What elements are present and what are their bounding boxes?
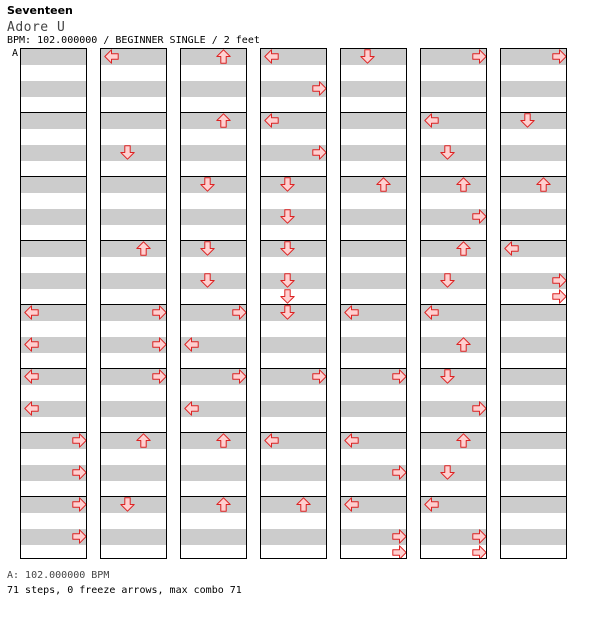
- measure-line: [501, 176, 566, 177]
- chart-column-4: [260, 48, 327, 559]
- measure-line: [421, 176, 486, 177]
- left-arrow-icon: [24, 401, 39, 416]
- beat-band: [501, 433, 566, 449]
- bpm-legend: A: 102.000000 BPM: [7, 570, 110, 581]
- beat-band: [341, 81, 406, 97]
- song-title: Adore U: [7, 20, 66, 35]
- left-arrow-icon: [24, 305, 39, 320]
- beat-band: [341, 145, 406, 161]
- right-arrow-icon: [472, 49, 487, 64]
- beat-band: [261, 337, 326, 353]
- up-arrow-icon: [456, 177, 471, 192]
- right-arrow-icon: [472, 545, 487, 559]
- right-arrow-icon: [72, 465, 87, 480]
- beat-band: [21, 273, 86, 289]
- beat-band: [341, 337, 406, 353]
- beat-band: [261, 497, 326, 513]
- beat-band: [261, 465, 326, 481]
- up-arrow-icon: [456, 337, 471, 352]
- right-arrow-icon: [392, 369, 407, 384]
- down-arrow-icon: [120, 145, 135, 160]
- beat-band: [181, 145, 246, 161]
- left-arrow-icon: [344, 433, 359, 448]
- left-arrow-icon: [264, 113, 279, 128]
- left-arrow-icon: [344, 497, 359, 512]
- beat-band: [21, 145, 86, 161]
- down-arrow-icon: [520, 113, 535, 128]
- beat-band: [501, 401, 566, 417]
- beat-band: [421, 433, 486, 449]
- beat-band: [341, 401, 406, 417]
- up-arrow-icon: [456, 433, 471, 448]
- left-arrow-icon: [424, 305, 439, 320]
- left-arrow-icon: [344, 305, 359, 320]
- measure-line: [21, 176, 86, 177]
- right-arrow-icon: [472, 529, 487, 544]
- beat-band: [101, 81, 166, 97]
- right-arrow-icon: [552, 49, 567, 64]
- beat-band: [421, 241, 486, 257]
- up-arrow-icon: [456, 241, 471, 256]
- up-arrow-icon: [136, 433, 151, 448]
- left-arrow-icon: [504, 241, 519, 256]
- down-arrow-icon: [280, 273, 295, 288]
- measure-line: [501, 496, 566, 497]
- right-arrow-icon: [232, 369, 247, 384]
- up-arrow-icon: [216, 49, 231, 64]
- beat-band: [101, 433, 166, 449]
- up-arrow-icon: [216, 113, 231, 128]
- right-arrow-icon: [392, 465, 407, 480]
- beat-band: [421, 177, 486, 193]
- right-arrow-icon: [392, 529, 407, 544]
- beat-band: [101, 177, 166, 193]
- beat-band: [181, 529, 246, 545]
- measure-line: [501, 304, 566, 305]
- beat-band: [501, 81, 566, 97]
- right-arrow-icon: [232, 305, 247, 320]
- right-arrow-icon: [312, 145, 327, 160]
- down-arrow-icon: [360, 49, 375, 64]
- chart-column-1: [20, 48, 87, 559]
- measure-line: [101, 176, 166, 177]
- measure-line: [101, 432, 166, 433]
- beat-band: [501, 305, 566, 321]
- right-arrow-icon: [152, 369, 167, 384]
- beat-band: [181, 49, 246, 65]
- chart-column-7: [500, 48, 567, 559]
- right-arrow-icon: [312, 81, 327, 96]
- beat-band: [341, 241, 406, 257]
- beat-band: [181, 209, 246, 225]
- beat-band: [101, 529, 166, 545]
- beat-band: [341, 273, 406, 289]
- up-arrow-icon: [376, 177, 391, 192]
- beat-band: [501, 337, 566, 353]
- measure-line: [101, 240, 166, 241]
- down-arrow-icon: [280, 241, 295, 256]
- beat-band: [501, 209, 566, 225]
- measure-line: [341, 112, 406, 113]
- left-arrow-icon: [24, 369, 39, 384]
- beat-band: [501, 369, 566, 385]
- measure-line: [341, 240, 406, 241]
- beat-band: [101, 401, 166, 417]
- left-arrow-icon: [184, 337, 199, 352]
- beat-band: [101, 465, 166, 481]
- down-arrow-icon: [280, 209, 295, 224]
- left-arrow-icon: [104, 49, 119, 64]
- down-arrow-icon: [280, 177, 295, 192]
- measure-line: [341, 176, 406, 177]
- measure-line: [101, 112, 166, 113]
- measure-line: [181, 432, 246, 433]
- bpm-marker-label: A: [12, 48, 19, 59]
- down-arrow-icon: [440, 369, 455, 384]
- beat-band: [21, 209, 86, 225]
- beat-band: [101, 209, 166, 225]
- measure-line: [421, 240, 486, 241]
- right-arrow-icon: [152, 305, 167, 320]
- beat-band: [421, 81, 486, 97]
- left-arrow-icon: [424, 497, 439, 512]
- down-arrow-icon: [280, 305, 295, 320]
- measure-line: [501, 432, 566, 433]
- beat-band: [21, 177, 86, 193]
- chart-info: BPM: 102.000000 / BEGINNER SINGLE / 2 feet: [7, 35, 260, 46]
- left-arrow-icon: [184, 401, 199, 416]
- left-arrow-icon: [24, 337, 39, 352]
- down-arrow-icon: [440, 465, 455, 480]
- beat-band: [341, 177, 406, 193]
- beat-band: [501, 465, 566, 481]
- down-arrow-icon: [200, 241, 215, 256]
- right-arrow-icon: [552, 273, 567, 288]
- up-arrow-icon: [216, 433, 231, 448]
- beat-band: [261, 401, 326, 417]
- down-arrow-icon: [120, 497, 135, 512]
- measure-line: [21, 112, 86, 113]
- right-arrow-icon: [552, 289, 567, 304]
- beat-band: [501, 177, 566, 193]
- down-arrow-icon: [200, 177, 215, 192]
- step-stats: 71 steps, 0 freeze arrows, max combo 71: [7, 585, 242, 596]
- chart-column-6: [420, 48, 487, 559]
- beat-band: [501, 145, 566, 161]
- left-arrow-icon: [264, 433, 279, 448]
- beat-band: [21, 113, 86, 129]
- beat-band: [421, 337, 486, 353]
- beat-band: [101, 241, 166, 257]
- down-arrow-icon: [440, 273, 455, 288]
- up-arrow-icon: [136, 241, 151, 256]
- chart-column-2: [100, 48, 167, 559]
- right-arrow-icon: [472, 401, 487, 416]
- left-arrow-icon: [264, 49, 279, 64]
- beat-band: [101, 273, 166, 289]
- beat-band: [21, 49, 86, 65]
- down-arrow-icon: [280, 289, 295, 304]
- right-arrow-icon: [72, 529, 87, 544]
- measure-line: [21, 240, 86, 241]
- up-arrow-icon: [536, 177, 551, 192]
- beat-band: [501, 529, 566, 545]
- down-arrow-icon: [440, 145, 455, 160]
- beat-band: [181, 81, 246, 97]
- up-arrow-icon: [296, 497, 311, 512]
- beat-band: [101, 113, 166, 129]
- artist-name: Seventeen: [7, 4, 73, 17]
- beat-band: [21, 241, 86, 257]
- measure-line: [181, 496, 246, 497]
- right-arrow-icon: [392, 545, 407, 559]
- up-arrow-icon: [216, 497, 231, 512]
- beat-band: [341, 113, 406, 129]
- beat-band: [261, 529, 326, 545]
- beat-band: [181, 113, 246, 129]
- chart-column-5: [340, 48, 407, 559]
- down-arrow-icon: [200, 273, 215, 288]
- right-arrow-icon: [72, 433, 87, 448]
- beat-band: [21, 81, 86, 97]
- right-arrow-icon: [72, 497, 87, 512]
- right-arrow-icon: [312, 369, 327, 384]
- measure-line: [501, 368, 566, 369]
- measure-line: [181, 112, 246, 113]
- right-arrow-icon: [152, 337, 167, 352]
- measure-line: [421, 432, 486, 433]
- left-arrow-icon: [424, 113, 439, 128]
- beat-band: [501, 497, 566, 513]
- beat-band: [341, 209, 406, 225]
- beat-band: [181, 433, 246, 449]
- beat-band: [181, 497, 246, 513]
- measure-line: [261, 496, 326, 497]
- beat-band: [181, 465, 246, 481]
- right-arrow-icon: [472, 209, 487, 224]
- chart-column-3: [180, 48, 247, 559]
